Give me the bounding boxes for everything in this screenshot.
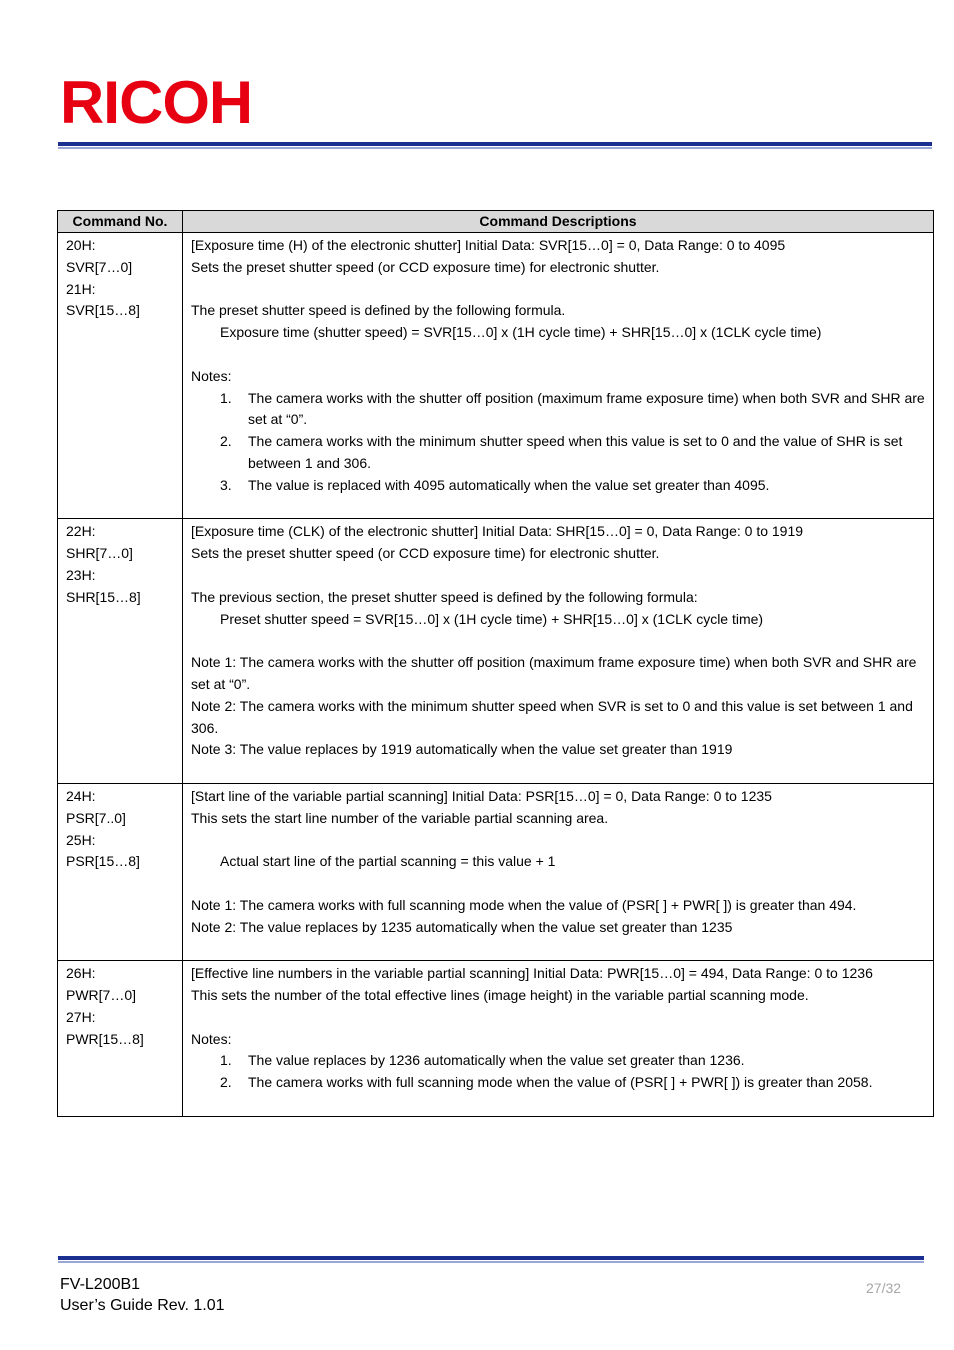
table-row <box>58 519 934 784</box>
footer-guide-rev: User’s Guide Rev. 1.01 <box>60 1297 225 1314</box>
list-item: 2. The camera works with the minimum shutter speed when this value is set to 0 and the value of SHR is set between 1 and 306. <box>220 433 903 471</box>
footer-info <box>60 1274 225 1316</box>
command-description-cell <box>183 233 934 519</box>
command-register: PSR[15…8] <box>66 853 140 870</box>
command-register: PWR[7…0] <box>66 987 137 1004</box>
description-text: This sets the number of the total effective lines (image height) in the variable partial scanning mode. <box>191 987 809 1004</box>
col-header-command-descriptions: Command Descriptions <box>183 211 934 233</box>
command-code: 23H: <box>66 566 96 583</box>
table-row <box>58 783 934 960</box>
description-title: [Start line of the variable partial scanning] Initial Data: PSR[15…0] = 0, Data Range: 0 to 1235 <box>191 787 772 804</box>
formula-text: Actual start line of the partial scanning = this value + 1 <box>220 853 556 870</box>
command-description-cell <box>183 961 934 1117</box>
description-text: This sets the start line number of the variable partial scanning area. <box>191 809 609 826</box>
command-no-cell <box>58 233 183 519</box>
command-register: SVR[7…0] <box>66 258 133 275</box>
note-text: Note 2: The camera works with the minimum shutter speed when SVR is set to 0 and this value is set between 1 and 306. <box>191 697 913 736</box>
command-register: SVR[15…8] <box>66 302 140 319</box>
command-register: PSR[7..0] <box>66 809 126 826</box>
notes-label: Notes: <box>191 1030 232 1047</box>
note-text: Note 1: The camera works with full scanning mode when the value of (PSR[ ] + PWR[ ]) is greater than 494. <box>191 896 857 913</box>
notes-list <box>191 1050 925 1094</box>
table-header-row <box>58 211 934 233</box>
footer-model: FV-L200B1 <box>60 1276 141 1293</box>
description-title: [Exposure time (H) of the electronic shutter] Initial Data: SVR[15…0] = 0, Data Range: 0 to 4095 <box>191 237 786 253</box>
list-item: 2. The camera works with full scanning mode when the value of (PSR[ ] + PWR[ ]) is greater than 2058. <box>220 1074 873 1091</box>
description-text: Sets the preset shutter speed (or CCD exposure time) for electronic shutter. <box>191 545 660 562</box>
table-row <box>58 233 934 519</box>
command-code: 24H: <box>66 787 96 804</box>
formula-text: Preset shutter speed = SVR[15…0] x (1H cycle time) + SHR[15…0] x (1CLK cycle time) <box>220 610 764 627</box>
formula-text: Exposure time (shutter speed) = SVR[15…0] x (1H cycle time) + SHR[15…0] x (1CLK cycle time) <box>220 324 822 341</box>
header-rule-thin <box>58 147 932 149</box>
command-code: 26H: <box>66 965 96 982</box>
notes-list <box>191 388 925 497</box>
note-text: Note 1: The camera works with the shutter off position (maximum frame exposure time) when both SVR and SHR are set at “0”. <box>191 654 917 692</box>
description-title: [Exposure time (CLK) of the electronic shutter] Initial Data: SHR[15…0] = 0, Data Range: 0 to 1919 <box>191 523 804 540</box>
command-code: 21H: <box>66 280 96 297</box>
ricoh-logo: RICOH <box>60 69 253 136</box>
note-text: Note 2: The value replaces by 1235 automatically when the value set greater than 1235 <box>191 918 733 935</box>
command-no-cell <box>58 519 183 784</box>
list-item: 1. The value replaces by 1236 automatically when the value set greater than 1236. <box>220 1052 745 1069</box>
command-code: 20H: <box>66 237 96 253</box>
footer-rule <box>58 1256 924 1260</box>
list-item: 3. The value is replaced with 4095 automatically when the value set greater than 4095. <box>220 476 770 493</box>
col-header-command-no: Command No. <box>58 211 183 233</box>
note-text: Note 3: The value replaces by 1919 automatically when the value set greater than 1919 <box>191 741 733 758</box>
description-text: The preset shutter speed is defined by the following formula. <box>191 302 566 319</box>
command-no-cell <box>58 961 183 1117</box>
table-row <box>58 961 934 1117</box>
header-rule <box>58 142 932 146</box>
description-text: The previous section, the preset shutter speed is defined by the following formula: <box>191 588 698 605</box>
list-item: 1. The camera works with the shutter off position (maximum frame exposure time) when both SVR and SHR are set at “0”. <box>220 389 925 428</box>
command-description-cell <box>183 519 934 784</box>
description-title: [Effective line numbers in the variable partial scanning] Initial Data: PWR[15…0] = 494, Data Range: 0 to 1236 <box>191 965 873 982</box>
notes-label: Notes: <box>191 367 232 384</box>
command-table <box>57 210 934 1117</box>
command-code: 25H: <box>66 831 96 848</box>
page-number: 27/32 <box>866 1280 902 1296</box>
command-code: 22H: <box>66 523 96 540</box>
description-text: Sets the preset shutter speed (or CCD exposure time) for electronic shutter. <box>191 258 660 275</box>
command-description-cell <box>183 783 934 960</box>
command-register: SHR[7…0] <box>66 545 133 562</box>
footer-rule-thin <box>58 1261 924 1263</box>
command-code: 27H: <box>66 1008 96 1025</box>
command-no-cell <box>58 783 183 960</box>
command-register: SHR[15…8] <box>66 588 141 605</box>
command-register: PWR[15…8] <box>66 1030 144 1047</box>
